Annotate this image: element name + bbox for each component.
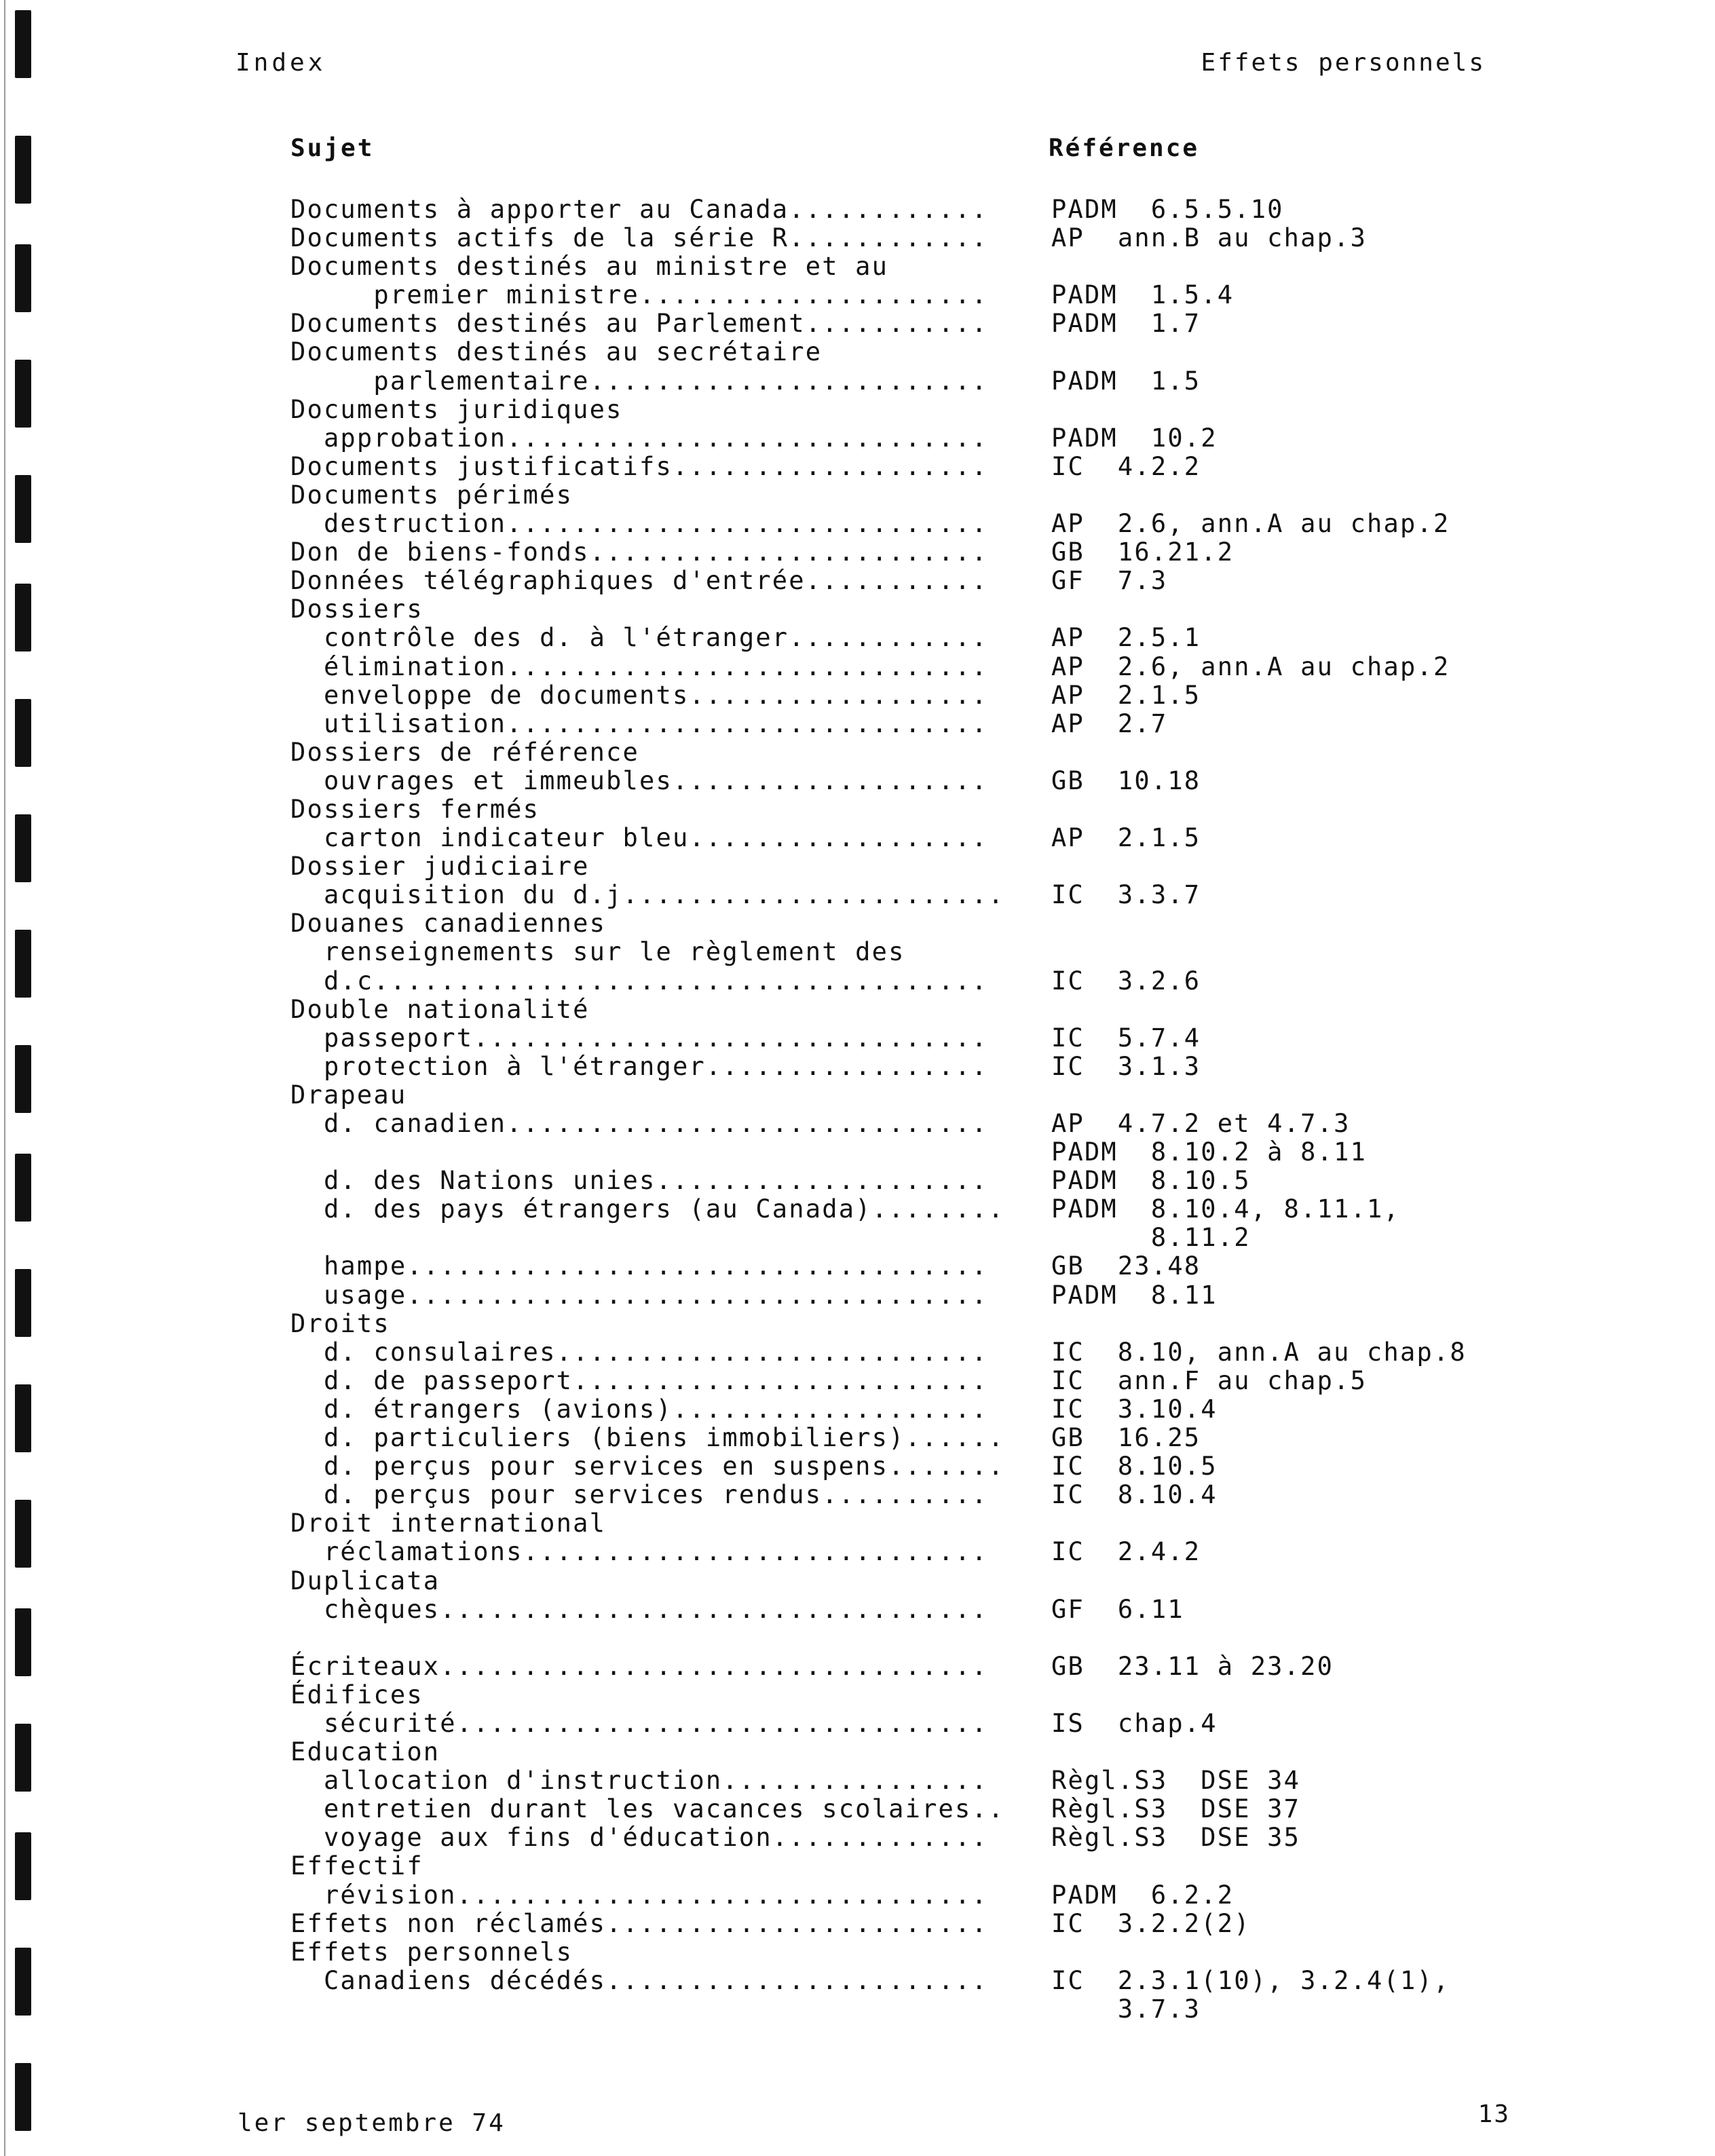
entry-subject: élimination............................. — [290, 651, 988, 681]
binding-mark — [15, 2063, 31, 2131]
entry-subject: Douanes canadiennes — [290, 909, 607, 939]
index-entry — [290, 510, 1668, 538]
entry-reference: GB 16.21.2 — [1051, 537, 1235, 567]
entry-subject: Droit international — [290, 1509, 607, 1538]
index-entry — [290, 367, 1668, 396]
entry-subject: contrôle des d. à l'étranger............ — [290, 623, 988, 653]
index-entry — [290, 1595, 1668, 1624]
entry-subject: Dossiers fermés — [290, 794, 540, 824]
index-entry — [290, 1081, 1668, 1110]
entry-reference: PADM 8.10.2 à 8.11 — [1051, 1137, 1368, 1167]
binding-mark — [15, 1724, 31, 1792]
entry-reference: IC 2.4.2 — [1051, 1537, 1201, 1567]
entry-subject: renseignements sur le règlement des — [290, 937, 905, 967]
entry-subject: Documents juridiques — [290, 394, 623, 424]
index-entry — [290, 1910, 1668, 1938]
entry-subject: usage................................... — [290, 1280, 988, 1310]
entry-subject: destruction............................. — [290, 509, 988, 539]
index-entry — [290, 653, 1668, 681]
index-entry — [290, 1110, 1668, 1138]
index-entry — [290, 424, 1668, 453]
entry-reference: AP 2.5.1 — [1051, 623, 1201, 653]
binding-mark — [15, 1154, 31, 1222]
entry-subject: Dossiers de référence — [290, 737, 639, 767]
entry-reference: IC 8.10.4 — [1051, 1480, 1218, 1510]
index-entry — [290, 1738, 1668, 1766]
binding-mark — [15, 10, 31, 78]
entry-reference: IC 3.10.4 — [1051, 1394, 1218, 1424]
footer-date: ler septembre 74 — [238, 2109, 506, 2137]
entry-subject: Drapeau — [290, 1080, 407, 1110]
entry-subject: Documents à apporter au Canada............ — [290, 195, 988, 224]
index-entry — [290, 1852, 1668, 1880]
entry-subject: voyage aux fins d'éducation............. — [290, 1823, 988, 1853]
entry-subject: Effets personnels — [290, 1937, 573, 1967]
index-entry — [290, 396, 1668, 424]
index-entry — [290, 681, 1668, 710]
index-entry — [290, 567, 1668, 595]
entry-subject: Écriteaux................................. — [290, 1651, 988, 1681]
index-entry — [290, 1967, 1668, 1995]
entry-reference: 8.11.2 — [1051, 1223, 1251, 1253]
entry-reference: PADM 8.10.5 — [1051, 1166, 1251, 1196]
binding-mark — [15, 136, 31, 204]
index-entry — [290, 1995, 1668, 2024]
entry-reference: IC 8.10.5 — [1051, 1452, 1218, 1481]
binding-mark — [15, 360, 31, 428]
binding-mark — [15, 584, 31, 651]
header-topic: Effets personnels — [1201, 49, 1486, 77]
entry-subject: Effets non réclamés....................... — [290, 1908, 988, 1938]
entry-subject: carton indicateur bleu.................. — [290, 823, 988, 853]
entry-reference: IC 5.7.4 — [1051, 1023, 1201, 1053]
index-entry — [290, 252, 1668, 281]
entry-reference: AP 2.1.5 — [1051, 680, 1201, 710]
index-entry — [290, 1795, 1668, 1823]
index-entry — [290, 1367, 1668, 1395]
entry-subject: Documents actifs de la série R............ — [290, 223, 988, 253]
entry-reference: AP 4.7.2 et 4.7.3 — [1051, 1109, 1351, 1138]
entry-reference: Règl.S3 DSE 34 — [1051, 1766, 1301, 1796]
entry-subject: réclamations............................ — [290, 1537, 988, 1567]
index-entry — [290, 710, 1668, 738]
page-number: 13 — [1477, 2100, 1510, 2128]
binding-edge — [4, 0, 5, 2156]
entry-reference: GB 23.48 — [1051, 1251, 1201, 1281]
entry-subject: chèques................................. — [290, 1594, 988, 1624]
entry-reference: AP ann.B au chap.3 — [1051, 223, 1368, 253]
entry-subject: Édifices — [290, 1680, 423, 1709]
entry-subject: ouvrages et immeubles................... — [290, 765, 988, 795]
index-entry — [290, 195, 1668, 224]
index-entry — [290, 767, 1668, 795]
binding-mark — [15, 1500, 31, 1568]
index-entry — [290, 996, 1668, 1024]
entry-subject: d. perçus pour services en suspens....... — [290, 1452, 1005, 1481]
entry-subject: d. particuliers (biens immobiliers)...... — [290, 1423, 1005, 1453]
entry-subject: Documents destinés au Parlement........... — [290, 309, 988, 339]
binding-holes — [0, 0, 54, 2156]
index-entry — [290, 852, 1668, 881]
entry-reference: PADM 6.2.2 — [1051, 1880, 1235, 1910]
index-entry — [290, 1281, 1668, 1310]
entry-reference: Règl.S3 DSE 37 — [1051, 1794, 1301, 1824]
index-entry — [290, 281, 1668, 309]
entry-reference: GB 16.25 — [1051, 1423, 1201, 1453]
column-heading-subject: Sujet — [290, 134, 375, 162]
index-entry — [290, 1224, 1668, 1252]
index-entry — [290, 338, 1668, 366]
entry-subject: d. consulaires.......................... — [290, 1337, 988, 1367]
entry-reference: GB 23.11 à 23.20 — [1051, 1651, 1334, 1681]
entry-subject: Documents périmés — [290, 480, 573, 510]
entry-reference: IC 3.1.3 — [1051, 1051, 1201, 1081]
entry-reference: GB 10.18 — [1051, 765, 1201, 795]
index-entry — [290, 881, 1668, 909]
entry-subject: Canadiens décédés....................... — [290, 1965, 988, 1995]
entry-reference: PADM 8.11 — [1051, 1280, 1218, 1310]
entry-subject: acquisition du d.j....................... — [290, 880, 1005, 910]
entry-reference: PADM 10.2 — [1051, 423, 1218, 453]
entry-reference: Règl.S3 DSE 35 — [1051, 1823, 1301, 1853]
index-entry — [290, 224, 1668, 252]
entry-subject: d. des Nations unies.................... — [290, 1166, 988, 1196]
binding-mark — [15, 930, 31, 998]
index-entry — [290, 795, 1668, 824]
entry-subject: d. des pays étrangers (au Canada)........ — [290, 1194, 1005, 1224]
index-entry — [290, 938, 1668, 966]
index-entry — [290, 1338, 1668, 1367]
header-section: Index — [235, 49, 326, 77]
entry-subject: d. perçus pour services rendus.......... — [290, 1480, 988, 1510]
binding-mark — [15, 475, 31, 543]
index-entry — [290, 1195, 1668, 1224]
entry-subject: Dossiers — [290, 594, 423, 624]
entry-subject: Education — [290, 1737, 440, 1767]
binding-mark — [15, 1384, 31, 1452]
index-entry — [290, 624, 1668, 652]
entry-subject: Duplicata — [290, 1566, 440, 1595]
entry-subject: Droits — [290, 1308, 390, 1338]
entry-reference: IC 3.2.2(2) — [1051, 1908, 1251, 1938]
entry-subject: Dossier judiciaire — [290, 852, 590, 882]
entry-subject: d.c..................................... — [290, 966, 988, 996]
entry-reference: IS chap.4 — [1051, 1708, 1218, 1738]
entry-subject: Documents destinés au secrétaire — [290, 337, 823, 367]
index-entry — [290, 1053, 1668, 1081]
column-heading-reference: Référence — [1049, 134, 1200, 162]
entry-reference: PADM 1.5 — [1051, 366, 1201, 396]
index-entry — [290, 824, 1668, 852]
binding-mark — [15, 814, 31, 882]
index-entry — [290, 1652, 1668, 1681]
entry-reference: AP 2.6, ann.A au chap.2 — [1051, 651, 1450, 681]
binding-mark — [15, 1269, 31, 1337]
entry-subject: Effectif — [290, 1851, 423, 1881]
binding-mark — [15, 244, 31, 312]
entry-reference: PADM 1.7 — [1051, 309, 1201, 339]
entry-reference: IC ann.F au chap.5 — [1051, 1365, 1368, 1395]
index-entry — [290, 1481, 1668, 1509]
entry-reference: AP 2.6, ann.A au chap.2 — [1051, 509, 1450, 539]
entry-reference: PADM 8.10.4, 8.11.1, — [1051, 1194, 1400, 1224]
entry-reference: IC 4.2.2 — [1051, 451, 1201, 481]
entry-subject: d. de passeport......................... — [290, 1365, 988, 1395]
index-entries — [290, 195, 1668, 2024]
index-entry — [290, 1938, 1668, 1967]
entry-reference: IC 3.3.7 — [1051, 880, 1201, 910]
entry-subject: d. étrangers (avions)................... — [290, 1394, 988, 1424]
binding-mark — [15, 699, 31, 767]
index-entry — [290, 909, 1668, 938]
index-entry — [290, 1310, 1668, 1338]
index-entry — [290, 1766, 1668, 1795]
entry-reference: IC 8.10, ann.A au chap.8 — [1051, 1337, 1467, 1367]
index-entry — [290, 1252, 1668, 1281]
index-entry — [290, 1509, 1668, 1538]
index-entry — [290, 1424, 1668, 1452]
index-entry — [290, 1167, 1668, 1195]
entry-subject: parlementaire........................ — [290, 366, 988, 396]
entry-subject: Don de biens-fonds........................ — [290, 537, 988, 567]
entry-reference: PADM 6.5.5.10 — [1051, 195, 1284, 224]
entry-reference: 3.7.3 — [1051, 1994, 1201, 2024]
entry-subject: d. canadien............................. — [290, 1109, 988, 1138]
entry-reference: GF 6.11 — [1051, 1594, 1184, 1624]
entry-reference: IC 2.3.1(10), 3.2.4(1), — [1051, 1965, 1450, 1995]
index-entry — [290, 1538, 1668, 1566]
index-entry — [290, 453, 1668, 481]
entry-subject: passeport............................... — [290, 1023, 988, 1053]
binding-mark — [15, 1045, 31, 1113]
entry-subject: premier ministre..................... — [290, 280, 988, 310]
binding-mark — [15, 1608, 31, 1676]
entry-reference: GF 7.3 — [1051, 566, 1168, 596]
entry-reference: PADM 1.5.4 — [1051, 280, 1235, 310]
index-entry — [290, 1823, 1668, 1852]
entry-subject: allocation d'instruction................ — [290, 1766, 988, 1796]
index-entry — [290, 481, 1668, 510]
entry-subject: protection à l'étranger................. — [290, 1051, 988, 1081]
entry-subject: utilisation............................. — [290, 708, 988, 738]
index-entry — [290, 738, 1668, 767]
binding-mark — [15, 1948, 31, 2016]
binding-mark — [15, 1832, 31, 1900]
entry-subject: Documents destinés au ministre et au — [290, 252, 889, 282]
entry-subject: enveloppe de documents.................. — [290, 680, 988, 710]
entry-reference: IC 3.2.6 — [1051, 966, 1201, 996]
index-entry — [290, 1709, 1668, 1738]
index-entry — [290, 309, 1668, 338]
index-entry — [290, 1395, 1668, 1424]
index-entry — [290, 1024, 1668, 1053]
entry-subject: Double nationalité — [290, 994, 590, 1024]
index-entry — [290, 595, 1668, 624]
entry-subject: entretien durant les vacances scolaires.. — [290, 1794, 1005, 1824]
entry-subject: Documents justificatifs................... — [290, 451, 988, 481]
index-entry — [290, 967, 1668, 996]
entry-reference: AP 2.1.5 — [1051, 823, 1201, 853]
index-entry — [290, 538, 1668, 567]
index-entry — [290, 1624, 1668, 1652]
index-entry — [290, 1881, 1668, 1910]
entry-subject: Données télégraphiques d'entrée........... — [290, 566, 988, 596]
index-entry — [290, 1681, 1668, 1709]
index-entry — [290, 1138, 1668, 1167]
entry-subject: hampe................................... — [290, 1251, 988, 1281]
entry-subject: révision................................ — [290, 1880, 988, 1910]
entry-subject: approbation............................. — [290, 423, 988, 453]
entry-reference: AP 2.7 — [1051, 708, 1168, 738]
index-entry — [290, 1567, 1668, 1595]
entry-subject: sécurité................................ — [290, 1708, 988, 1738]
index-entry — [290, 1452, 1668, 1481]
